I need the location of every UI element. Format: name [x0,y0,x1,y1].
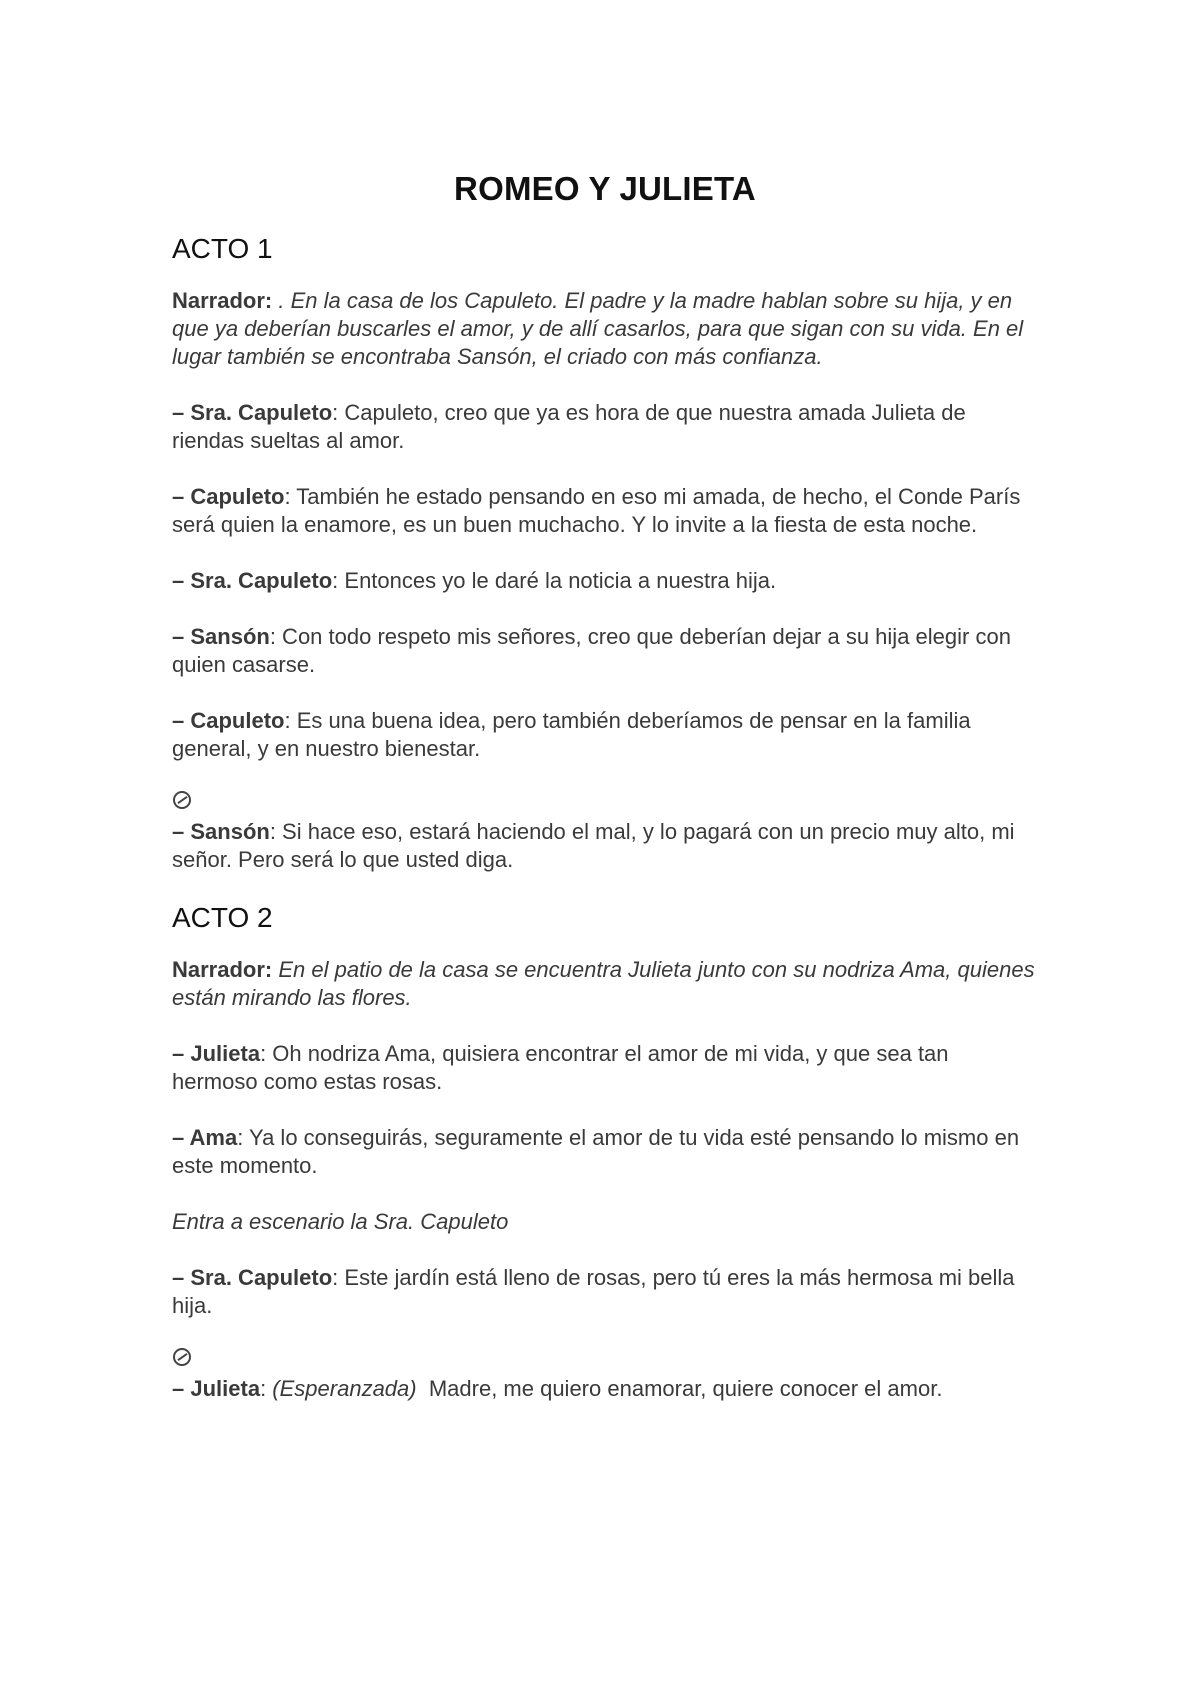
act-2-narration [172,956,1038,1012]
narrator-label: Narrador: [172,288,273,313]
speaker-name: Sansón [190,624,270,649]
line-dash: – [172,568,191,593]
line-dash: – [172,1376,191,1401]
line-text: : Capuleto, creo que ya es hora de que nuestra amada Julieta de riendas sueltas al amor. [172,400,966,453]
dialogue-line [172,623,1038,679]
line-text: : Oh nodriza Ama, quisiera encontrar el amor de mi vida, y que sea tan hermoso como estas rosas. [172,1041,949,1094]
dialogue-line [172,1124,1038,1180]
speaker-name: Ama [189,1125,238,1150]
dialogue-line [172,818,1038,874]
act-1-narration [172,287,1038,371]
line-text: : Con todo respeto mis señores, creo que deberían dejar a su hija elegir con quien casarse. [172,624,1011,677]
dialogue-line [172,707,1038,763]
line-text: : Es una buena idea, pero también deberíamos de pensar en la familia general, y en nuestro bienestar. [172,708,971,761]
act-1-heading: ACTO 1 [172,233,273,264]
line-dash: – [172,400,191,425]
speaker-name: Julieta [190,1041,261,1066]
line-text: : Entonces yo le daré la noticia a nuestra hija. [332,568,777,593]
speaker-name: Sra. Capuleto [190,400,333,425]
line-dash: – [172,1125,190,1150]
comment-marker-icon[interactable] [173,1348,191,1366]
parenthetical: (Esperanzada) [272,1376,417,1401]
comment-marker-icon[interactable] [173,791,191,809]
line-separator: : [260,1376,273,1401]
narrator-label: Narrador: [172,957,273,982]
line-text: : También he estado pensando en eso mi amada, de hecho, el Conde París será quien la enamore, es un buen muchacho. Y lo invite a la fiesta de esta noche. [172,484,1021,537]
speaker-name: Capuleto [190,484,285,509]
dialogue-line [172,1264,1038,1320]
narration-text: . En la casa de los Capuleto. El padre y la madre hablan sobre su hija, y en que ya deberían buscarles el amor, y de allí casarlos, para que sigan con su vida. En el lugar también se encontraba Sansón, el criado con más confianza. [172,288,1024,369]
speaker-name: Sansón [190,819,270,844]
line-text: Madre, me quiero enamorar, quiere conocer el amor. [416,1376,943,1401]
dialogue-line [172,1375,1038,1403]
speaker-name: Julieta [190,1376,261,1401]
line-dash: – [172,484,191,509]
speaker-name: Sra. Capuleto [190,1265,333,1290]
dialogue-line [172,399,1038,455]
dialogue-line [172,567,1038,595]
line-dash: – [172,819,191,844]
line-dash: – [172,1041,191,1066]
narration-text: En el patio de la casa se encuentra Julieta junto con su nodriza Ama, quienes están mirando las flores. [172,957,1035,1010]
speaker-name: Capuleto [190,708,285,733]
act-2-heading: ACTO 2 [172,902,273,933]
line-text: : Este jardín está lleno de rosas, pero tú eres la más hermosa mi bella hija. [172,1265,1015,1318]
line-dash: – [172,624,191,649]
dialogue-line [172,483,1038,539]
dialogue-line [172,1040,1038,1096]
line-dash: – [172,708,191,733]
document-page [172,170,1038,1403]
document-title: ROMEO Y JULIETA [454,170,756,207]
speaker-name: Sra. Capuleto [190,568,333,593]
stage-direction: Entra a escenario la Sra. Capuleto [172,1209,509,1234]
line-dash: – [172,1265,191,1290]
line-text: : Ya lo conseguirás, seguramente el amor de tu vida esté pensando lo mismo en este momento. [172,1125,1020,1178]
line-text: : Si hace eso, estará haciendo el mal, y lo pagará con un precio muy alto, mi señor. Pero será lo que usted diga. [172,819,1015,872]
